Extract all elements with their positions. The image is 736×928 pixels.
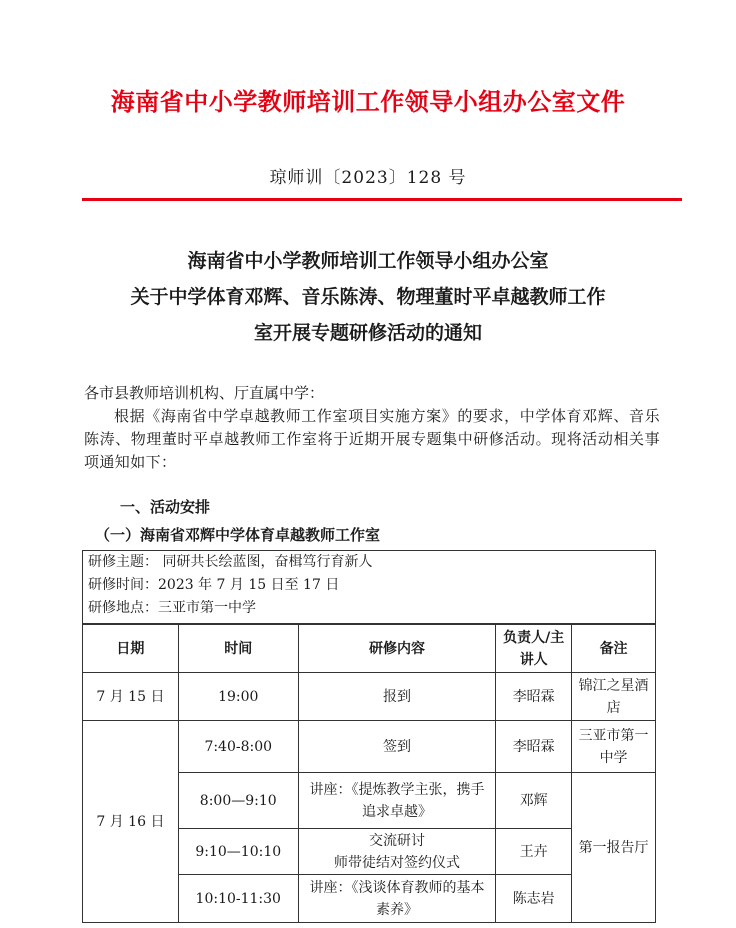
- issuer-header: 海南省中小学教师培训工作领导小组办公室文件: [110, 87, 626, 116]
- header-date: 日期: [83, 625, 179, 673]
- document-number: 琼师训〔2023〕128 号: [269, 168, 467, 188]
- table-row: [83, 673, 656, 721]
- cell-time: 19:00: [178, 673, 298, 721]
- cell-time: 7:40-8:00: [178, 721, 298, 773]
- header-content: 研修内容: [298, 625, 496, 673]
- cell-content: 签到: [298, 721, 496, 773]
- cell-note: 第一报告厅: [572, 773, 656, 923]
- table-header-row: [83, 625, 656, 673]
- cell-date: 7 月 15 日: [83, 673, 179, 721]
- cell-content: 报到: [298, 673, 496, 721]
- red-divider-line: [82, 198, 682, 201]
- title-line-3: 室开展专题研修活动的通知: [253, 322, 482, 344]
- salutation: 各市县教师培训机构、厅直属中学：: [84, 384, 325, 402]
- cell-person: 李昭霖: [496, 721, 572, 773]
- cell-content: 交流研讨 师带徒结对签约仪式: [298, 829, 496, 875]
- cell-person: 陈志岩: [496, 875, 572, 923]
- cell-person: 李昭霖: [496, 673, 572, 721]
- info-time: 研修时间：2023 年 7 月 15 日至 17 日: [88, 577, 340, 593]
- cell-note: 三亚市第一中学: [572, 721, 656, 773]
- notice-body: [84, 382, 660, 474]
- cell-content: 讲座：《浅谈体育教师的基本素养》: [298, 875, 496, 923]
- info-theme: 研修主题： 同研共长绘蓝图，奋楫笃行育新人: [88, 554, 373, 570]
- cell-note: 锦江之星酒店: [572, 673, 656, 721]
- cell-content: 讲座：《提炼教学主张，携手追求卓越》: [298, 773, 496, 829]
- title-line-1: 海南省中小学教师培训工作领导小组办公室: [187, 250, 549, 272]
- sub-heading: （一）海南省邓辉中学体育卓越教师工作室: [95, 526, 381, 544]
- cell-time: 9:10—10:10: [178, 829, 298, 875]
- info-location: 研修地点：三亚市第一中学: [88, 600, 256, 616]
- cell-person: 王卉: [496, 829, 572, 875]
- intro-paragraph: 根据《海南省中学卓越教师工作室项目实施方案》的要求，中学体育邓辉、音乐陈涛、物理董时平卓越教师工作室将于近期开展专题集中研修活动。现将活动相关事项通知如下：: [84, 407, 660, 471]
- schedule-table: [82, 624, 656, 923]
- table-row: [83, 721, 656, 773]
- section-heading: 一、活动安排: [120, 498, 211, 516]
- cell-date: 7 月 16 日: [83, 721, 179, 923]
- header-time: 时间: [178, 625, 298, 673]
- notice-title: [70, 243, 666, 351]
- title-line-2: 关于中学体育邓辉、音乐陈涛、物理董时平卓越教师工作: [130, 286, 606, 308]
- info-box: [82, 550, 656, 624]
- header-note: 备注: [572, 625, 656, 673]
- cell-time: 10:10-11:30: [178, 875, 298, 923]
- header-person: 负责人/主讲人: [496, 625, 572, 673]
- cell-time: 8:00—9:10: [178, 773, 298, 829]
- cell-person: 邓辉: [496, 773, 572, 829]
